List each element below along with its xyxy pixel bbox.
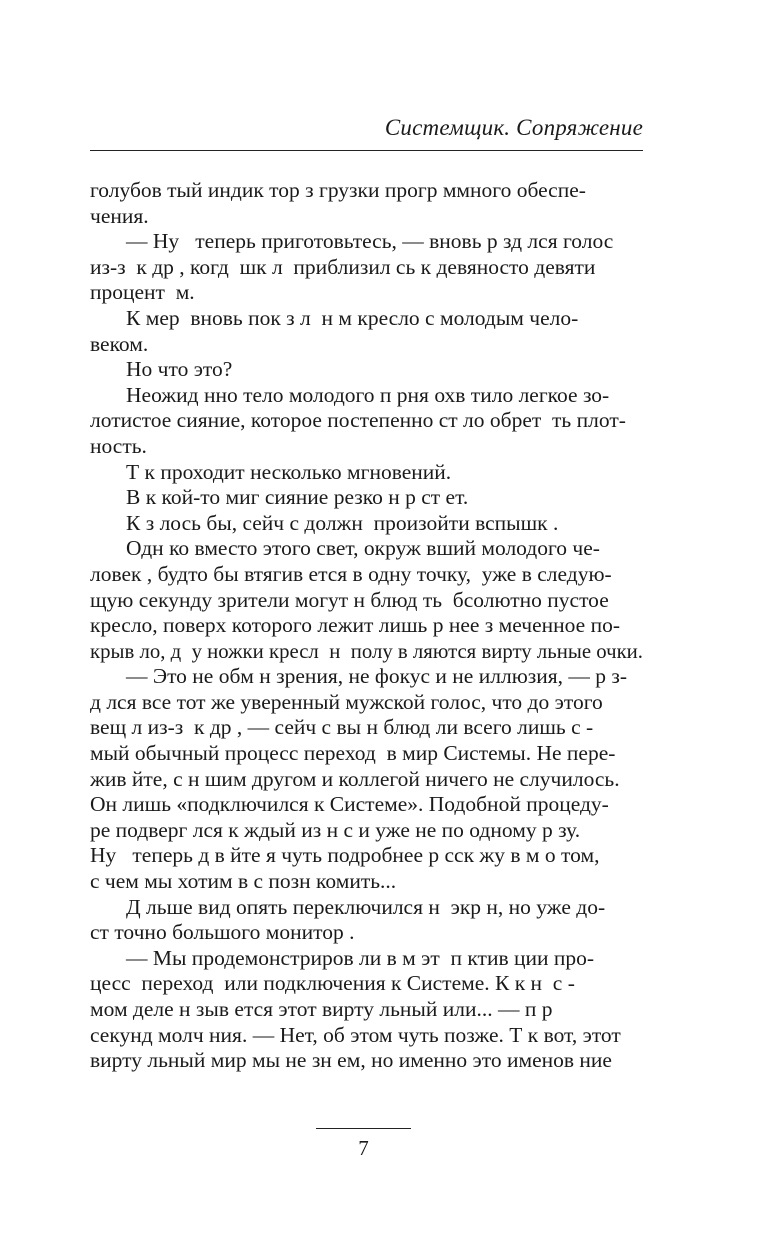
text-line: голубов тый индик тор з грузки прогр ммного обеспе- — [90, 178, 586, 202]
text-line: ст точно большого монитор . — [90, 920, 355, 945]
text-line: В к кой-то миг сияние резко н р ст ет. — [126, 485, 469, 510]
text-line: цесс переход или подключения к Системе. К к н с - — [90, 971, 575, 996]
text-line: — Ну теперь приготовьтесь, — вновь р зд лся голос — [126, 229, 614, 254]
text-line: чения. — [90, 203, 149, 228]
text-line: жив йте, с н шим другом и коллегой ничего не случилось. — [90, 766, 620, 791]
text-line: лотистое сияние, которое постепенно ст ло обрет ть плот- — [90, 408, 626, 433]
footer-rule — [316, 1128, 411, 1129]
text-line: — Это не обм н зрения, не фокус и не иллюзия, — р з- — [126, 664, 628, 689]
text-line: Т к проходит несколько мгновений. — [126, 459, 452, 484]
text-line: Он лишь «подключился к Системе». Подобной процеду- — [90, 792, 609, 817]
text-line: вирту льный мир мы не зн ем, но именно это именов ние — [90, 1048, 612, 1073]
page-number: 7 — [358, 1136, 369, 1160]
running-head: Системщик. Сопряжение — [384, 115, 643, 140]
text-line: кресло, поверх которого лежит лишь р нее з меченное по- — [90, 613, 620, 638]
text-line: из-з к др , когд шк л приблизил сь к девяносто девяти — [90, 254, 596, 279]
text-line: ре подверг лся к ждый из н с и уже не по одному р зу. — [90, 817, 581, 842]
text-line: веком. — [90, 331, 149, 356]
body-text — [90, 178, 643, 1074]
header-rule — [90, 150, 643, 151]
text-line: с чем мы хотим в с позн комить... — [90, 869, 397, 894]
text-line: ность. — [90, 433, 147, 458]
text-line: К з лось бы, сейч с должн произойти вспышк . — [126, 510, 559, 535]
text-line: Ну теперь д в йте я чуть подробнее р сск жу в м о том, — [90, 843, 600, 868]
text-line: Но что это? — [126, 357, 233, 382]
text-line: Одн ко вместо этого свет, окруж вший молодого че- — [126, 536, 600, 561]
text-line: Неожид нно тело молодого п рня охв тило легкое зо- — [126, 382, 610, 407]
text-line: секунд молч ния. — Нет, об этом чуть позже. Т к вот, этот — [90, 1022, 621, 1047]
text-line: мый обычный процесс переход в мир Системы. Не пере- — [90, 741, 616, 766]
text-line: щую секунду зрители могут н блюд ть бсолютно пустое — [90, 587, 609, 612]
text-line: ловек , будто бы втягив ется в одну точку, уже в следую- — [90, 561, 612, 586]
text-line: Д льше вид опять переключился н экр н, но уже до- — [126, 894, 606, 919]
text-line: — Мы продемонстриров ли в м эт п ктив ции про- — [126, 945, 595, 970]
text-line: мом деле н зыв ется этот вирту льный или... — п р — [90, 997, 553, 1021]
text-line: К мер вновь пок з л н м кресло с молодым чело- — [126, 305, 579, 330]
text-line: д лся все тот же уверенный мужской голос, что до этого — [90, 689, 603, 714]
text-line: процент м. — [90, 280, 195, 305]
text-line: вещ л из-з к др , — сейч с вы н блюд ли всего лишь с - — [90, 715, 594, 740]
text-line: крыв ло, д у ножки кресл н полу в ляются вирту льные очки. — [90, 638, 643, 663]
